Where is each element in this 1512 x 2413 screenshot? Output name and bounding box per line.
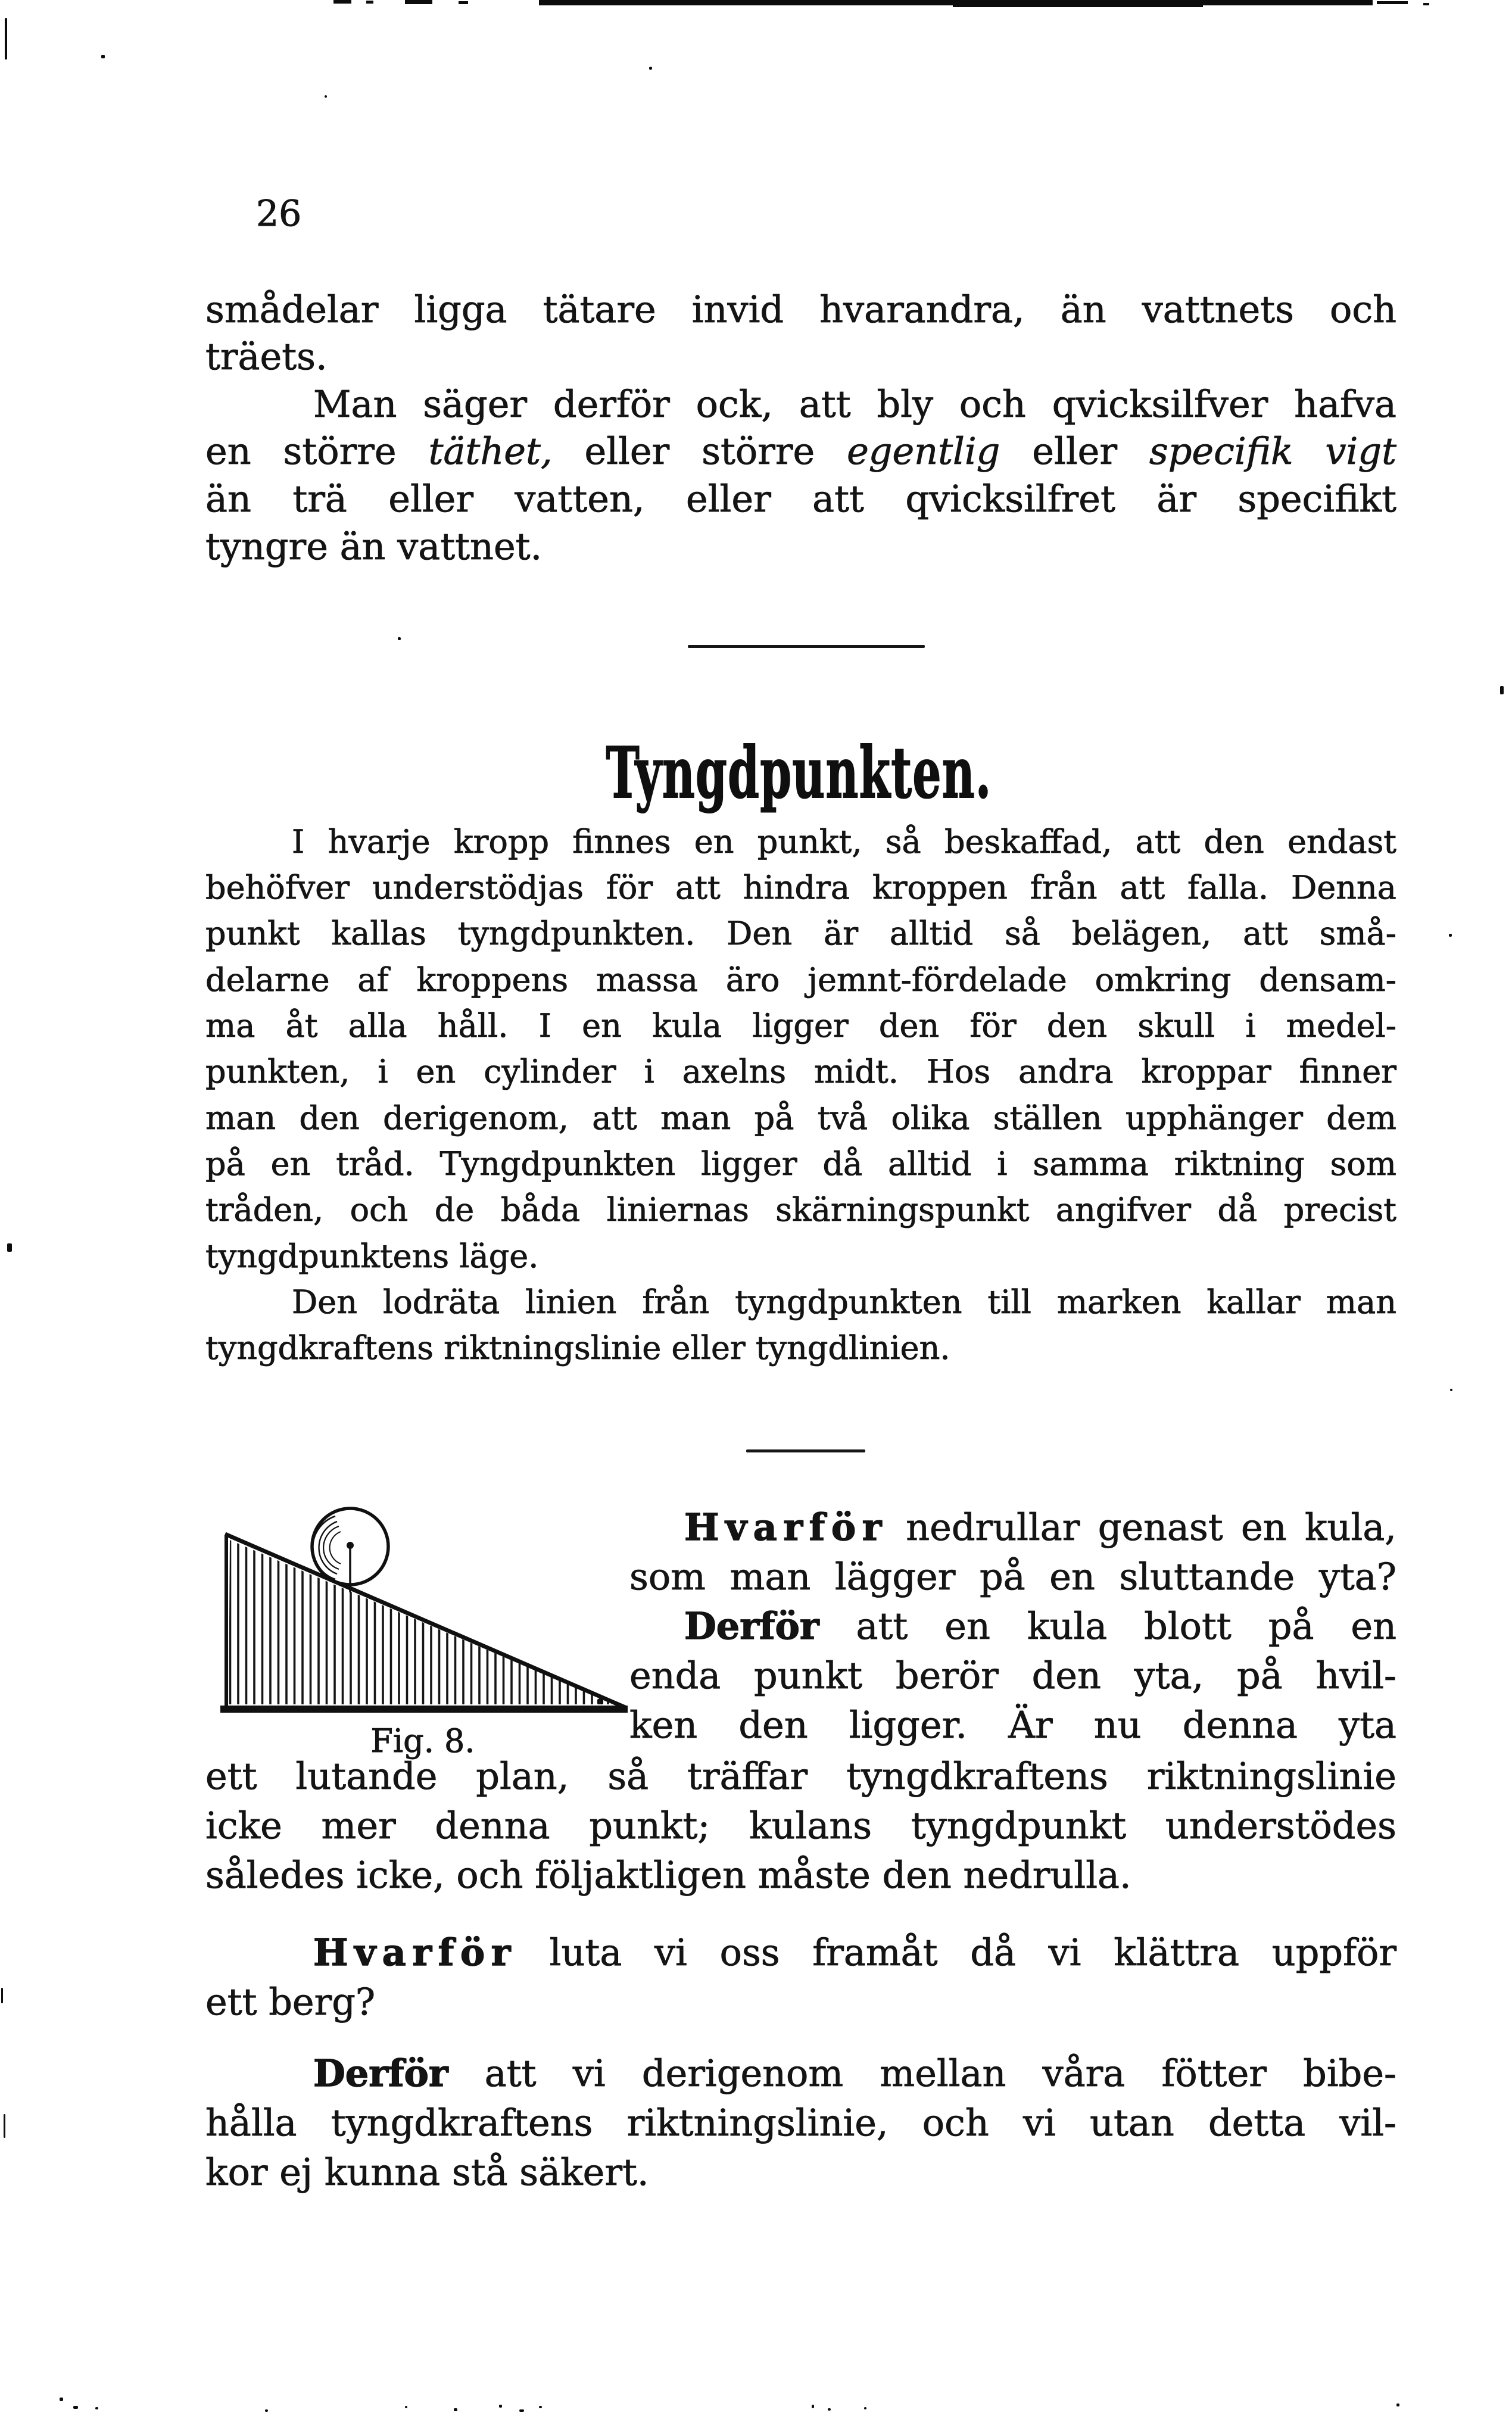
- scan-artifact-band: [1377, 1, 1408, 4]
- text-line: icke mer denna punkt; kulans tyngdpunkt understödes: [205, 1804, 1396, 1847]
- text-line: Den lodräta linien från tyngdpunkten till marken kallar man: [292, 1283, 1396, 1321]
- text-line: en större täthet, eller större egentlig eller specifik vigt: [205, 429, 1396, 473]
- figure-caption: Fig. 8.: [370, 1722, 475, 1760]
- text-line: behöfver understödjas för att hindra kroppen från att falla. Denna: [205, 869, 1396, 906]
- text-line: smådelar ligga tätare invid hvarandra, än vattnets och: [205, 288, 1396, 331]
- text-line: ett berg?: [205, 1980, 376, 2024]
- text-line: enda punkt berör den yta, på hvil-: [629, 1654, 1396, 1697]
- text-line: I hvarje kropp finnes en punkt, så beskaffad, att den endast: [292, 823, 1396, 861]
- text-line: tyngre än vattnet.: [205, 525, 543, 568]
- text-line: Hvarför luta vi oss framåt då vi klättra uppför: [313, 1931, 1396, 1974]
- ink-speck: [812, 2405, 814, 2408]
- scan-artifact-band: [333, 0, 351, 4]
- text-line: ett lutande plan, så träffar tyngdkraftens riktningslinie: [205, 1754, 1396, 1798]
- scan-artifact-band: [405, 0, 432, 4]
- text-line: ma åt alla håll. I en kula ligger den för den skull i medel-: [205, 1007, 1396, 1045]
- scan-artifact-band: [366, 1, 373, 4]
- text-line: Hvarför nedrullar genast en kula,: [684, 1505, 1396, 1549]
- scan-artifact-band: [953, 5, 1203, 7]
- ink-speck: [4, 2114, 5, 2138]
- text-line: träets.: [205, 335, 328, 378]
- inclined-plane-drawing: [202, 1489, 655, 1727]
- ink-speck: [398, 637, 401, 640]
- scan-artifact-band: [459, 1, 468, 4]
- text-line: på en tråd. Tyngdpunkten ligger då alltid i samma riktning som: [205, 1145, 1396, 1183]
- page-number: 26: [256, 193, 302, 235]
- text-line: som man lägger på en sluttande yta?: [629, 1555, 1396, 1598]
- text-line: tyngdkraftens riktningslinie eller tyngdlinien.: [205, 1329, 950, 1367]
- text-line: Derför att vi derigenom mellan våra fötter bibe-: [313, 2052, 1396, 2095]
- section-divider: [688, 645, 925, 648]
- ink-speck: [864, 2407, 866, 2409]
- figure-inclined-plane: [202, 1489, 655, 1727]
- ink-speck: [405, 2406, 407, 2408]
- ink-speck: [73, 2406, 78, 2409]
- ink-speck: [5, 18, 7, 60]
- ink-speck: [265, 2409, 268, 2412]
- chapter-heading: Tyngdpunkten.: [606, 731, 992, 814]
- ink-speck: [1450, 1389, 1452, 1391]
- ink-speck: [7, 1243, 12, 1252]
- text-line: Derför att en kula blott på en: [684, 1604, 1396, 1648]
- ink-speck: [539, 2406, 542, 2408]
- ink-speck: [649, 67, 652, 70]
- text-line: således icke, och följaktligen måste den nedrulla.: [205, 1853, 1131, 1897]
- ink-speck: [1500, 686, 1504, 694]
- ink-speck: [519, 2409, 524, 2412]
- ink-speck: [101, 55, 105, 58]
- text-line: ken den ligger. Är nu denna yta: [629, 1703, 1396, 1747]
- section-divider: [746, 1449, 865, 1452]
- ink-speck: [1, 1988, 3, 2003]
- text-line: punkten, i en cylinder i axelns midt. Hos andra kroppar finner: [205, 1053, 1396, 1090]
- ink-speck: [60, 2398, 63, 2401]
- ink-speck: [325, 95, 327, 98]
- ink-speck: [499, 2405, 502, 2408]
- scan-artifact-band: [1423, 3, 1429, 5]
- text-line: tråden, och de båda liniernas skärningspunkt angifver då precist: [205, 1191, 1396, 1229]
- text-line: kor ej kunna stå säkert.: [205, 2150, 649, 2194]
- ink-speck: [95, 2407, 98, 2409]
- text-line: man den derigenom, att man på två olika ställen upphänger dem: [205, 1099, 1396, 1137]
- text-line: delarne af kroppens massa äro jemnt-fördelade omkring densam-: [205, 961, 1396, 999]
- text-line: punkt kallas tyngdpunkten. Den är alltid så belägen, att små-: [205, 915, 1396, 952]
- text-line: tyngdpunktens läge.: [205, 1237, 539, 1275]
- ink-speck: [828, 2408, 831, 2411]
- text-line: än trä eller vatten, eller att qvicksilfret är specifikt: [205, 477, 1396, 520]
- text-line: Man säger derför ock, att bly och qvicksilfver hafva: [313, 382, 1396, 426]
- ink-speck: [1449, 934, 1452, 937]
- text-line: hålla tyngdkraftens riktningslinie, och vi utan detta vil-: [205, 2101, 1396, 2144]
- ink-speck: [454, 2408, 457, 2411]
- ink-speck: [1396, 2403, 1399, 2406]
